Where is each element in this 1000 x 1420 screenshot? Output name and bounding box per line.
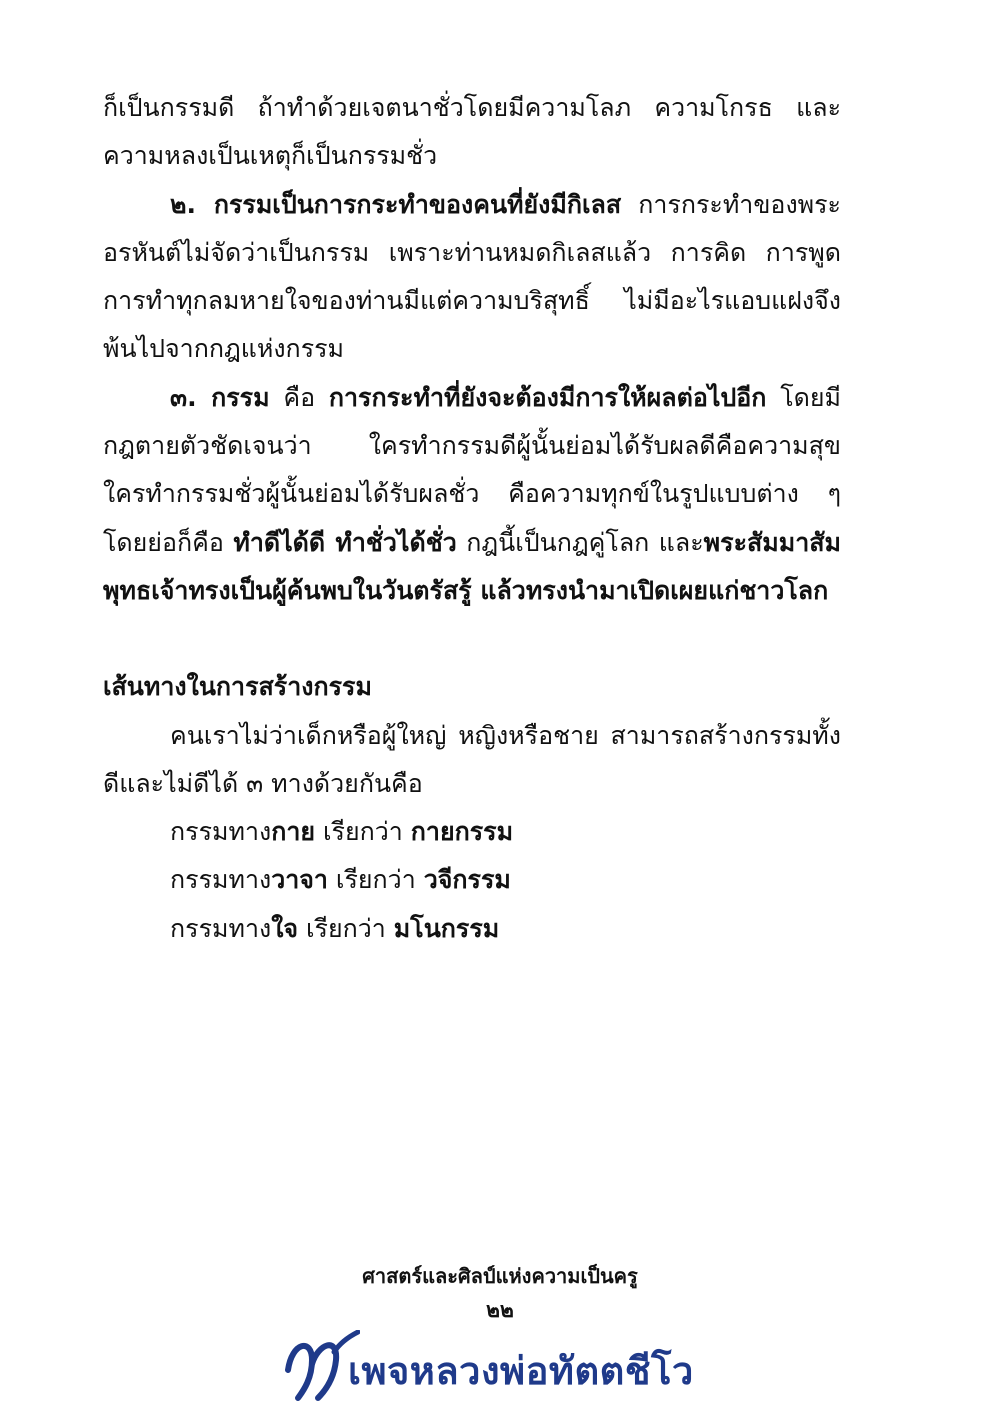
point-3-text-1: คือ [269, 382, 329, 412]
paragraph-1-text: ก็เป็นกรรมดี ถ้าทำด้วยเจตนาชั่วโดยมีความโลภ ความโกรธ และความหลงเป็นเหตุก็เป็นกรรมชั่ว [103, 93, 841, 171]
point-3-bold-2: ทำดีได้ดี ทำชั่วได้ชั่ว [233, 527, 457, 557]
page-number: ๒๒ [486, 1298, 514, 1322]
point-3-bold-1: การกระทำที่ยังจะต้องมีการให้ผลต่อไปอีก [328, 382, 767, 412]
list-item-prefix: กรรมทาง [170, 913, 272, 943]
list-item-name: มโนกรรม [393, 913, 500, 943]
page-logo [282, 1330, 722, 1402]
point-2-heading: ๒. กรรมเป็นการกระทำของคนที่ยังมีกิเลส [170, 189, 622, 219]
paragraph-4-text: คนเราไม่ว่าเด็กหรือผู้ใหญ่ หญิงหรือชาย สามารถสร้างกรรมทั้งดีและไม่ดีได้ ๓ ทางด้วยกันคือ [103, 720, 841, 798]
list-item [103, 808, 841, 856]
list-item [103, 856, 841, 904]
paragraph-1 [103, 84, 841, 181]
paragraph-3 [103, 374, 841, 615]
logo-text: เพจหลวงพ่อทัตตชีโว [348, 1349, 694, 1393]
list-item-prefix: กรรมทาง [170, 817, 272, 847]
list-item-name: วจีกรรม [423, 865, 511, 895]
paragraph-4 [103, 712, 841, 809]
list-item-connector: เรียกว่า [298, 913, 394, 943]
point-3-bold-3: พระสัมมาสัมพุทธเจ้าทรงเป็นผู้ค้นพบในวันตรัสรู้ แล้วทรงนำมาเปิดเผยแก่ชาวโลก [103, 527, 841, 605]
list-item [103, 905, 841, 953]
list-item-name: กายกรรม [410, 817, 514, 847]
footer-book-title: ศาสตร์และศิลป์แห่งความเป็นครู [362, 1264, 638, 1288]
point-3-text-2: โดยมีกฎตายตัวชัดเจนว่า ใครทำกรรมดีผู้นั้นย่อมได้รับผลดีคือความสุข ใครทำกรรมชั่วผู้นั้นย่อมได้รับผลชั่ว คือความทุกข์ในรูปแบบต่าง ๆ โดยย่อก็คือ [103, 382, 841, 557]
list-item-prefix: กรรมทาง [170, 865, 272, 895]
paragraph-2 [103, 181, 841, 374]
point-3-text-3: กฎนี้เป็นกฎคู่โลก และ [456, 527, 704, 557]
point-2-text: การกระทำของพระอรหันต์ไม่จัดว่าเป็นกรรม เพราะท่านหมดกิเลสแล้ว การคิด การพูด การทำทุกลมหายใจของท่านมีแต่ความบริสุทธิ์ ไม่มีอะไรแอบแฝงจึงพ้นไปจากกฎแห่งกรรม [103, 189, 841, 364]
section-heading: เส้นทางในการสร้างกรรม [103, 672, 372, 702]
list-item-way: วาจา [271, 865, 328, 895]
point-3-heading: ๓. กรรม [170, 382, 270, 412]
list-item-connector: เรียกว่า [315, 817, 411, 847]
list-item-way: กาย [271, 817, 316, 847]
list-item-connector: เรียกว่า [327, 865, 424, 895]
body-text [103, 84, 841, 953]
list-item-way: ใจ [271, 913, 299, 943]
